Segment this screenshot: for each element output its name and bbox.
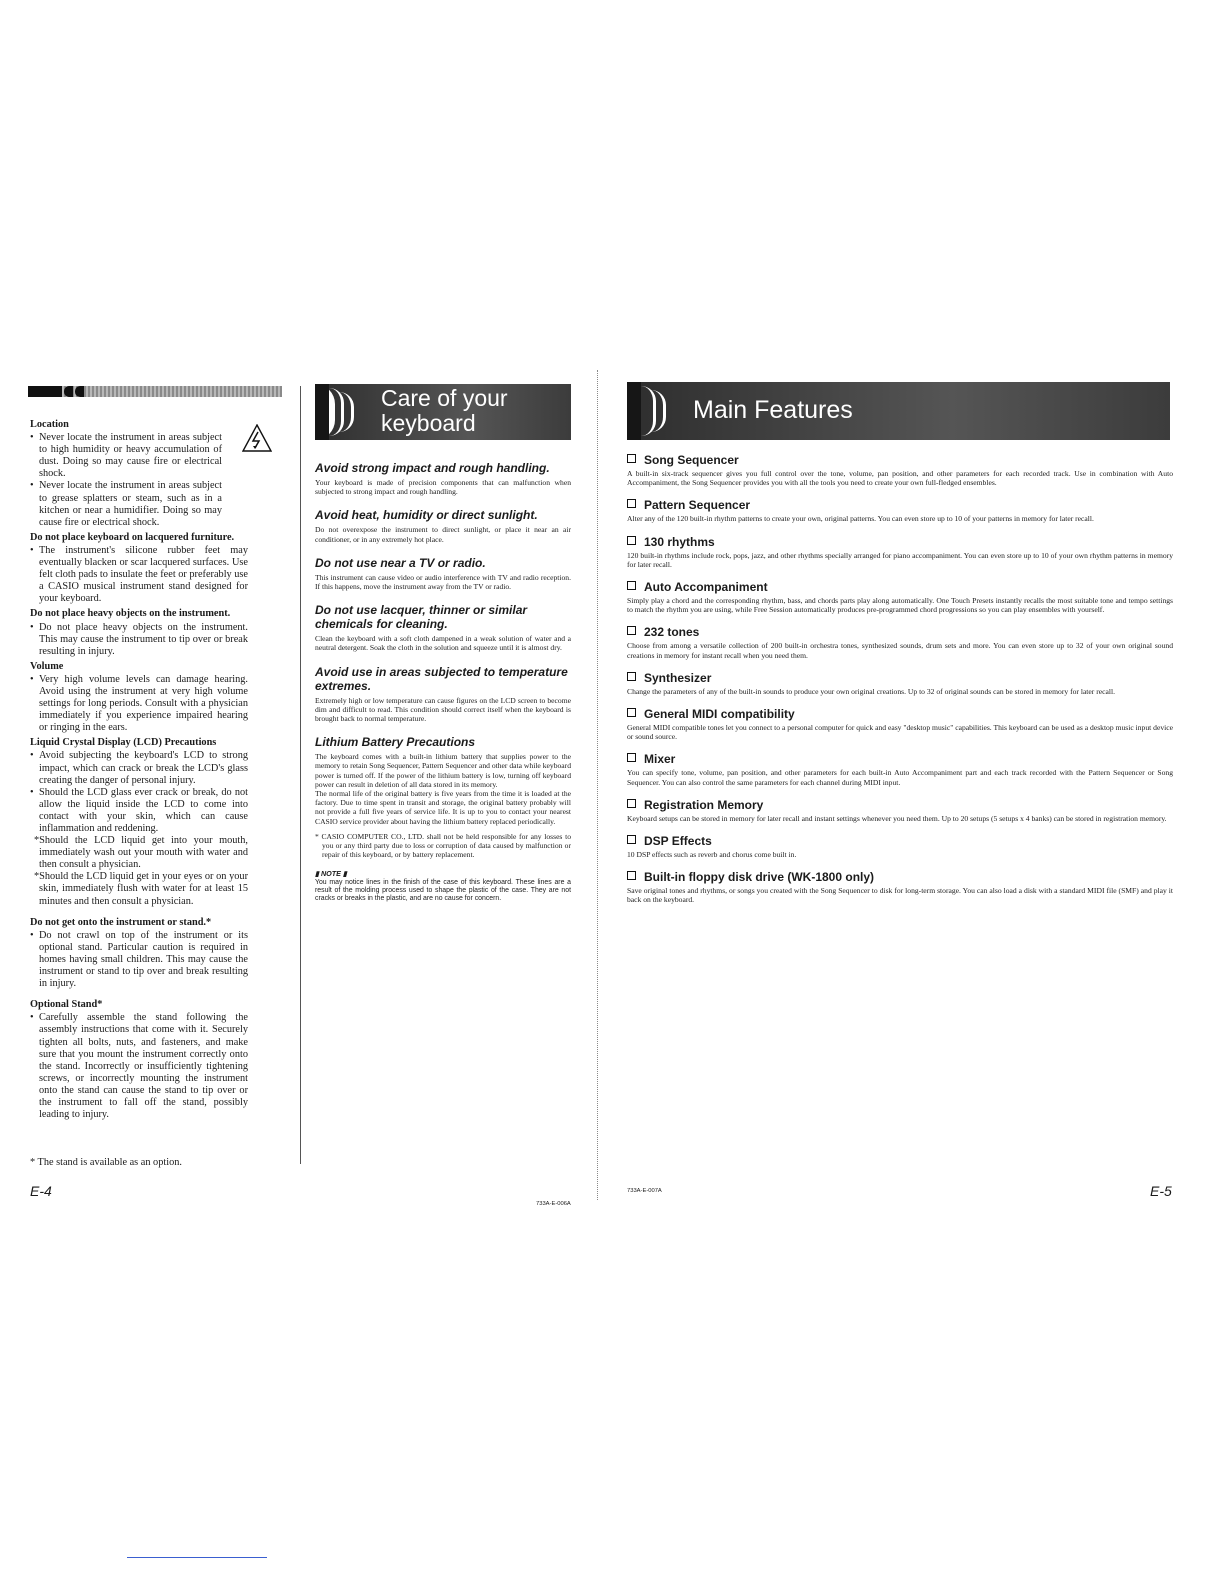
location-item: • Never locate the instrument in areas subject to grease splatters or steam, such as in a kitchen or near a humidifier. Doing so may cause fire or electrical shock. bbox=[30, 480, 222, 528]
feature-title: Built-in floppy disk drive (WK-1800 only) bbox=[644, 870, 875, 885]
lcd-sub-item: *Should the LCD liquid get into your mouth, immediately wash out your mouth with water and then consult a physician. bbox=[34, 835, 248, 871]
left-column-divider bbox=[300, 386, 301, 1164]
doc-code-left: 733A-E-006A bbox=[536, 1201, 571, 1207]
care-banner-title-line2: keyboard bbox=[381, 410, 476, 436]
feature-title: Song Sequencer bbox=[644, 453, 739, 467]
note-heading: ▮ NOTE ▮ bbox=[315, 869, 347, 879]
volume-item: • Very high volume levels can damage hearing. Avoid using the instrument at very high volume settings for long periods. Consult with a physician immediately if you experience impaired hearing or ringing in the ears. bbox=[30, 674, 248, 734]
decorative-header-bar bbox=[28, 386, 282, 397]
feature-item bbox=[627, 834, 1173, 859]
checkbox-icon bbox=[627, 454, 636, 463]
page-fold-line bbox=[597, 370, 598, 1200]
care-body: Do not overexpose the instrument to direct sunlight, or place it near an air conditioner, or in any extremely hot place. bbox=[315, 525, 571, 544]
care-body: Clean the keyboard with a soft cloth dampened in a weak solution of water and a neutral detergent. Soak the cloth in the solution and squeeze until it is almost dry. bbox=[315, 634, 571, 653]
optional-stand-item: • Carefully assemble the stand following the assembly instructions that come with it. Securely tighten all bolts, nuts, and fasteners, and make sure that you mount the instrument correctly onto the stand. Incorrectly or insufficiently tightening screws, or incorrectly mounting the instrument onto the stand can cause the stand to tip over or the instrument to fall off the stand, possibly leading to injury. bbox=[30, 1012, 248, 1121]
features-banner bbox=[627, 382, 1170, 440]
stand-climb-heading: Do not get onto the instrument or stand.* bbox=[30, 916, 212, 928]
care-body: Extremely high or low temperature can cause figures on the LCD screen to become dim and difficult to read. This condition should correct itself when the keyboard is brought back to normal temperature. bbox=[315, 695, 571, 724]
feature-item bbox=[627, 870, 1173, 904]
feature-body: Simply play a chord and the corresponding rhythm, bass, and chords parts play along automatically. One Touch Presets instantly recalls the most suitable tone and tempo settings to match the rhythm you are using, while Free Session automatically produces pre-programmed chord progressions so you can play ensembles with yourself. bbox=[627, 596, 1173, 615]
checkbox-icon bbox=[627, 499, 636, 508]
feature-body: Alter any of the 120 built-in rhythm patterns to create your own, original patterns. You can even store up to 10 of your patterns in memory for later recall. bbox=[627, 514, 1094, 524]
feature-item bbox=[627, 707, 1173, 741]
location-heading: Location bbox=[30, 419, 69, 430]
care-body: The normal life of the original battery is five years from the time it is loaded at the factory. Due to time spent in transit and storage, the original battery probably will not provide a full five years of service life. It is up to you to contact your nearest CASIO service provider about having the lithium battery replaced periodically. bbox=[315, 789, 571, 826]
care-heading: Avoid use in areas subjected to temperature extremes. bbox=[315, 664, 568, 693]
feature-item bbox=[627, 798, 1173, 823]
checkbox-icon bbox=[627, 708, 636, 717]
care-banner-title-line1: Care of your bbox=[381, 385, 508, 411]
lcd-item: • Should the LCD glass ever crack or break, do not allow the liquid inside the LCD to come into contact with your skin, which can cause inflammation and reddening. bbox=[30, 787, 248, 835]
feature-body: General MIDI compatible tones let you connect to a personal computer for quick and easy "desktop music" capabilities. This keyboard can be used as a desktop music input device or sound source. bbox=[627, 723, 1173, 742]
lcd-item: • Avoid subjecting the keyboard's LCD to strong impact, which can crack or break the LCD's glass creating the danger of personal injury. bbox=[30, 750, 248, 786]
care-body: This instrument can cause video or audio interference with TV and radio reception. If this happens, move the instrument away from the TV or radio. bbox=[315, 572, 571, 592]
feature-body: A built-in six-track sequencer gives you full control over the tone, volume, pan position, and other parameters for each recorded track. Use in combination with Auto Accompaniment, the Song Sequencer provides you with all the tools you need to create your own full-fledged ensembles. bbox=[627, 469, 1173, 488]
page-number-right: E-5 bbox=[1150, 1183, 1172, 1199]
volume-heading: Volume bbox=[30, 660, 64, 672]
feature-item bbox=[627, 752, 1173, 786]
safety-precautions-column bbox=[30, 416, 248, 1121]
note-body: You may notice lines in the finish of the case of this keyboard. These lines are a result of the molding process used to shape the plastic of the case. They are not cracks or breaks in the plastic, and are no cause for concern. bbox=[315, 878, 571, 903]
care-heading: Do not use lacquer, thinner or similar chemicals for cleaning. bbox=[315, 603, 528, 632]
checkbox-icon bbox=[627, 799, 636, 808]
heavy-objects-item: • Do not place heavy objects on the instrument. This may cause the instrument to tip over or break resulting in injury. bbox=[30, 622, 248, 658]
checkbox-icon bbox=[627, 581, 636, 590]
care-heading: Avoid strong impact and rough handling. bbox=[315, 461, 550, 475]
doc-code-right: 733A-E-007A bbox=[627, 1188, 662, 1194]
feature-title: Pattern Sequencer bbox=[644, 498, 751, 513]
feature-title: Synthesizer bbox=[644, 670, 712, 685]
features-column bbox=[627, 453, 1173, 916]
stand-footnote: * The stand is available as an option. bbox=[30, 1157, 182, 1168]
stand-climb-item: • Do not crawl on top of the instrument or its optional stand. Particular caution is required in homes having small children. This may cause the instrument or stand to tip over and break resulting in injury. bbox=[30, 930, 248, 990]
feature-title: Registration Memory bbox=[644, 797, 764, 812]
care-heading: Avoid heat, humidity or direct sunlight. bbox=[315, 508, 538, 523]
checkbox-icon bbox=[627, 626, 636, 635]
location-item: • Never locate the instrument in areas subject to high humidity or heavy accumulation of dust. Doing so may cause fire or electrical shock. bbox=[30, 432, 222, 480]
checkbox-icon bbox=[627, 835, 636, 844]
lcd-sub-item: *Should the LCD liquid get in your eyes or on your skin, immediately flush with water for at least 15 minutes and then consult a physician. bbox=[34, 871, 248, 907]
feature-title: General MIDI compatibility bbox=[644, 707, 795, 722]
checkbox-icon bbox=[627, 753, 636, 762]
feature-body: Keyboard setups can be stored in memory for later recall and instant settings whenever you need them. Up to 20 setups (5 setups x 4 banks) can be stored in registration memory. bbox=[627, 813, 1167, 823]
page-number-left: E-4 bbox=[30, 1183, 52, 1199]
checkbox-icon bbox=[627, 536, 636, 545]
feature-title: 232 tones bbox=[644, 625, 700, 640]
lcd-heading: Liquid Crystal Display (LCD) Precautions bbox=[30, 737, 217, 749]
care-heading: Lithium Battery Precautions bbox=[315, 735, 476, 750]
feature-body: Change the parameters of any of the built-in sounds to produce your own original creations. Up to 32 of original sounds can be stored in memory for later recall. bbox=[627, 686, 1115, 696]
care-heading: Do not use near a TV or radio. bbox=[315, 555, 486, 570]
care-body: Your keyboard is made of precision components that can malfunction when subjected to strong impact and rough handling. bbox=[315, 478, 571, 497]
feature-body: You can specify tone, volume, pan position, and other parameters for each built-in Auto Accompaniment part and each track recorded with the Pattern Sequencer or Song Sequencer. You can also control the same parameters for each channel during MIDI input. bbox=[627, 768, 1173, 787]
feature-item bbox=[627, 671, 1173, 696]
bottom-rule bbox=[127, 1557, 267, 1558]
feature-title: Auto Accompaniment bbox=[644, 580, 768, 595]
feature-title: DSP Effects bbox=[644, 834, 712, 849]
furniture-heading: Do not place keyboard on lacquered furniture. bbox=[30, 531, 235, 543]
heavy-objects-heading: Do not place heavy objects on the instrument. bbox=[30, 608, 231, 620]
casio-disclaimer: * CASIO COMPUTER CO., LTD. shall not be held responsible for any losses to you or any third party due to loss or corruption of data caused by malfunction or repair of this keyboard, or by battery replacement. bbox=[315, 831, 571, 860]
feature-item bbox=[627, 498, 1173, 523]
feature-item bbox=[627, 625, 1173, 659]
feature-item bbox=[627, 535, 1173, 569]
feature-title: Mixer bbox=[644, 752, 676, 767]
furniture-item: • The instrument's silicone rubber feet may eventually blacken or scar lacquered surfaces. Use felt cloth pads to insulate the feet or preferably use a CASIO musical instrument stand designed for your keyboard. bbox=[30, 545, 248, 605]
feature-body: Save original tones and rhythms, or songs you created with the Song Sequencer to disk for long-term storage. You can also load a disk with a standard MIDI file (SMF) and play it back on the keyboard. bbox=[627, 886, 1173, 905]
feature-item bbox=[627, 580, 1173, 614]
feature-body: Choose from among a versatile collection of 200 built-in orchestra tones, synthesized sounds, drum sets and more. You can even store up to 32 of your own original sound creations in memory for instant recall when you need them. bbox=[627, 641, 1173, 660]
feature-body: 10 DSP effects such as reverb and chorus come built in. bbox=[627, 850, 797, 860]
care-banner bbox=[315, 384, 571, 440]
features-banner-title: Main Features bbox=[693, 396, 853, 424]
checkbox-icon bbox=[627, 871, 636, 880]
feature-title: 130 rhythms bbox=[644, 534, 715, 549]
feature-body: 120 built-in rhythms include rock, pops, jazz, and other rhythms specially arranged for piano accompaniment. You can even store up to 10 of your own rhythm patterns in memory for later recall. bbox=[627, 550, 1173, 569]
care-column bbox=[315, 455, 571, 903]
care-body: The keyboard comes with a built-in lithium battery that supplies power to the memory to retain Song Sequencer, Pattern Sequencer and other data while keyboard power is turned off. If the power of the lithium battery is low, turning off keyboard power can result in deletion of all data stored in its memory. bbox=[315, 752, 571, 789]
checkbox-icon bbox=[627, 672, 636, 681]
optional-stand-heading: Optional Stand* bbox=[30, 999, 103, 1011]
feature-item bbox=[627, 453, 1173, 487]
